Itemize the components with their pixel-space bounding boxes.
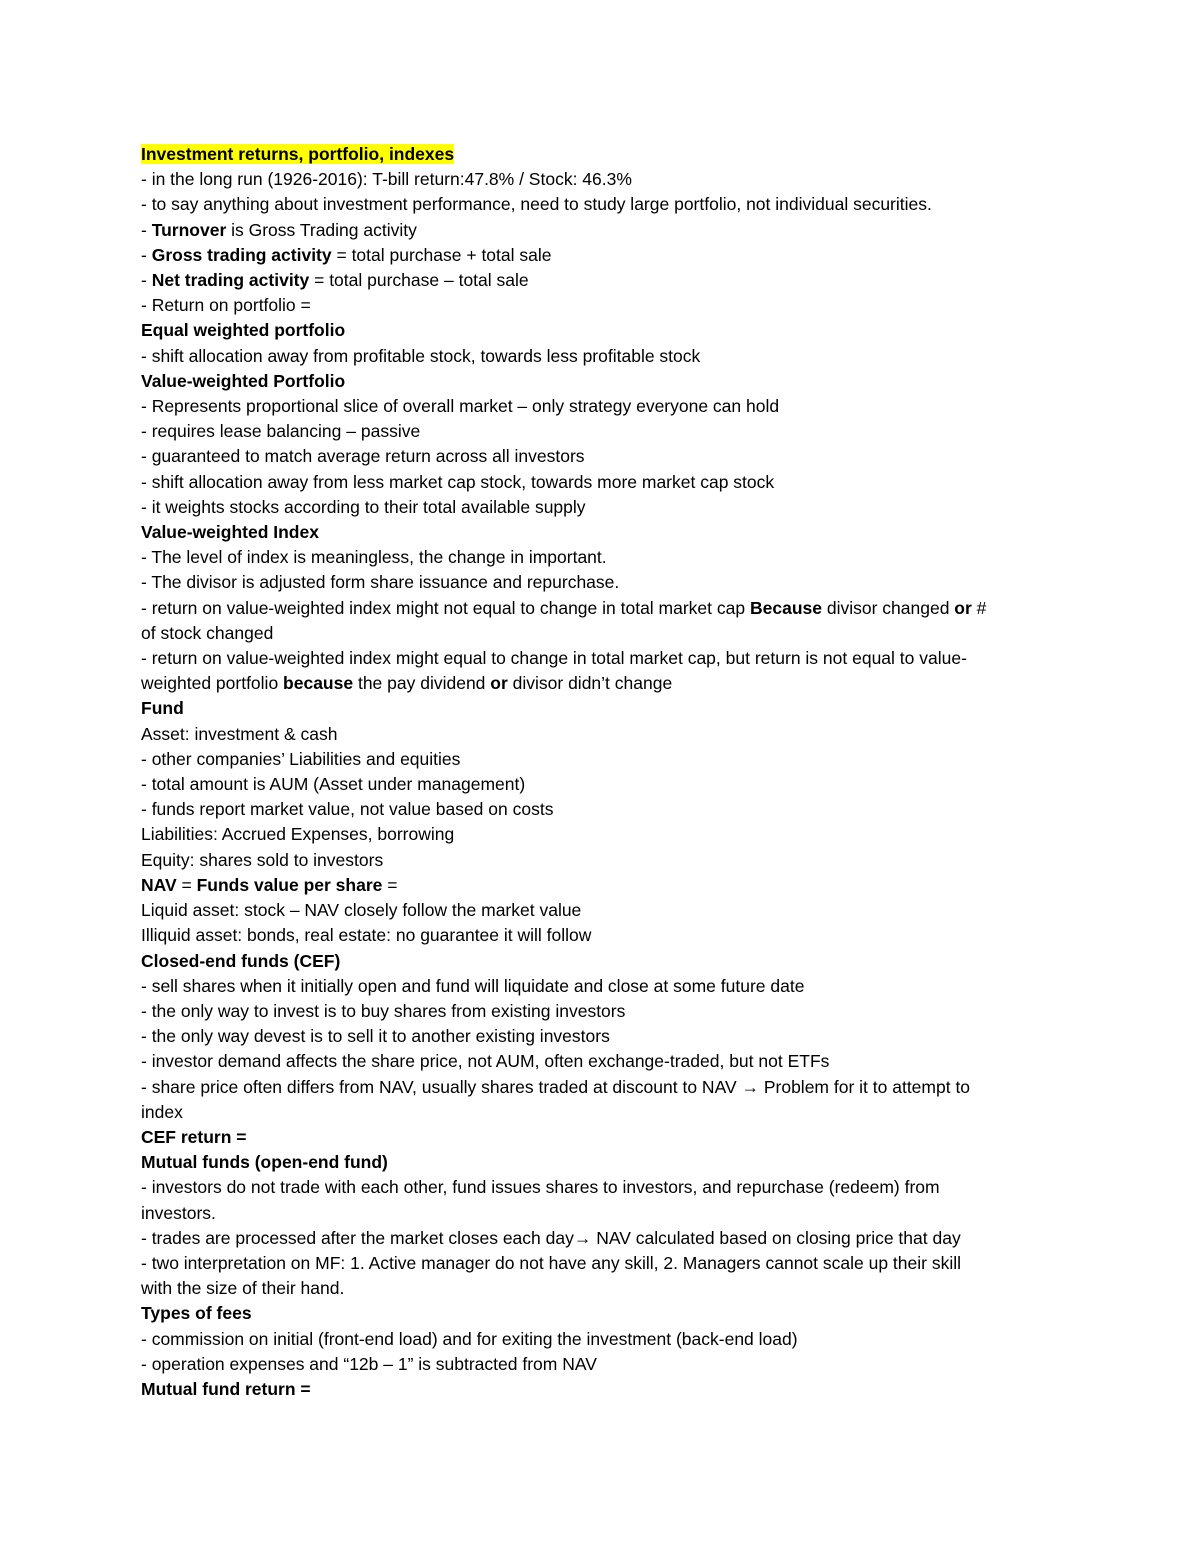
text-line	[141, 1377, 1061, 1402]
text-segment: - other companies’ Liabilities and equities	[141, 748, 461, 769]
text-segment: Illiquid asset: bonds, real estate: no guarantee it will follow	[141, 925, 592, 946]
text-segment: weighted portfolio	[141, 673, 284, 694]
text-segment: with the size of their hand.	[141, 1278, 345, 1299]
text-segment: - Return on portfolio =	[141, 295, 311, 316]
text-segment: - The divisor is adjusted form share issuance and repurchase.	[141, 572, 620, 593]
bold-text: Fund	[141, 698, 184, 719]
text-line	[141, 999, 1061, 1024]
text-segment: - two interpretation on MF: 1. Active manager do not have any skill, 2. Managers cannot scale up their skill	[141, 1252, 961, 1273]
text-line	[141, 1024, 1061, 1049]
text-line	[141, 419, 1061, 444]
text-line	[141, 923, 1061, 948]
text-segment: - The level of index is meaningless, the change in important.	[141, 547, 607, 568]
text-segment: - commission on initial (front-end load) and for exiting the investment (back-end load)	[141, 1328, 798, 1349]
text-line	[141, 394, 1061, 419]
text-segment: #	[971, 597, 987, 618]
text-line	[141, 167, 1061, 192]
text-line	[141, 570, 1061, 595]
text-line	[141, 1100, 1061, 1125]
bold-text: Mutual fund return =	[141, 1378, 311, 1399]
text-segment: -	[141, 244, 152, 265]
text-segment: the pay dividend	[353, 673, 491, 694]
text-segment: = total purchase – total sale	[309, 270, 529, 291]
text-segment: investors.	[141, 1202, 216, 1223]
bold-text: CEF return =	[141, 1126, 247, 1147]
text-line	[141, 243, 1061, 268]
text-line	[141, 596, 1061, 621]
text-line	[141, 470, 1061, 495]
bold-text: Gross trading activity	[151, 244, 332, 265]
text-line	[141, 1251, 1061, 1276]
bold-text: Value-weighted Index	[141, 522, 319, 543]
text-line	[141, 192, 1061, 217]
text-segment: - sell shares when it initially open and fund will liquidate and close at some future date	[141, 975, 805, 996]
text-line	[141, 1049, 1061, 1074]
text-segment: divisor didn’t change	[507, 673, 673, 694]
text-line	[141, 1226, 1061, 1251]
text-segment: Asset: investment & cash	[141, 723, 338, 744]
text-line	[141, 898, 1061, 923]
text-segment: - return on value-weighted index might equal to change in total market cap, but return is not equal to value-	[141, 648, 967, 669]
text-segment: - to say anything about investment performance, need to study large portfolio, not individual securities.	[141, 194, 932, 215]
text-line	[141, 1150, 1061, 1175]
text-segment: - total amount is AUM (Asset under management)	[141, 774, 526, 795]
bold-text: Funds value per share	[196, 874, 383, 895]
text-line	[141, 369, 1061, 394]
text-line	[141, 293, 1061, 318]
text-line	[141, 1175, 1061, 1200]
text-line	[141, 822, 1061, 847]
text-segment: - return on value-weighted index might not equal to change in total market cap	[141, 597, 750, 618]
text-segment: - operation expenses and “12b – 1” is subtracted from NAV	[141, 1353, 597, 1374]
text-segment: - trades are processed after the market closes each day	[141, 1227, 574, 1248]
text-line	[141, 142, 1061, 167]
text-segment: - the only way to invest is to buy shares from existing investors	[141, 1000, 626, 1021]
text-line	[141, 1352, 1061, 1377]
text-segment: - in the long run (1926-2016): T-bill return:47.8% / Stock: 46.3%	[141, 169, 632, 190]
text-line	[141, 218, 1061, 243]
text-line	[141, 747, 1061, 772]
text-segment: Equity: shares sold to investors	[141, 849, 384, 870]
text-segment: - the only way devest is to sell it to another existing investors	[141, 1026, 610, 1047]
bold-text: Mutual funds (open-end fund)	[141, 1152, 388, 1173]
text-line	[141, 772, 1061, 797]
text-line	[141, 1276, 1061, 1301]
bold-text: Because	[749, 597, 822, 618]
highlighted-heading: Investment returns, portfolio, indexes	[141, 144, 455, 164]
bold-text: NAV	[141, 874, 177, 895]
bold-text: Equal weighted portfolio	[141, 320, 346, 341]
text-segment: =	[382, 874, 398, 895]
text-segment: - share price often differs from NAV, usually shares traded at discount to NAV	[141, 1076, 742, 1097]
text-segment: - shift allocation away from less market cap stock, towards more market cap stock	[141, 471, 775, 492]
bold-text: Net trading activity	[151, 270, 310, 291]
text-line	[141, 671, 1061, 696]
text-segment: - investor demand affects the share price, not AUM, often exchange-traded, but not ETFs	[141, 1051, 830, 1072]
text-line	[141, 646, 1061, 671]
text-line	[141, 974, 1061, 999]
text-line	[141, 520, 1061, 545]
bold-text: →	[741, 1076, 759, 1097]
text-line	[141, 444, 1061, 469]
text-line	[141, 1125, 1061, 1150]
text-line	[141, 1075, 1061, 1100]
bold-text: Closed-end funds (CEF)	[141, 950, 341, 971]
bold-text: Value-weighted Portfolio	[141, 370, 346, 391]
text-segment: index	[141, 1101, 183, 1122]
text-segment: - Represents proportional slice of overall market – only strategy everyone can hold	[141, 396, 780, 417]
text-line	[141, 545, 1061, 570]
text-segment: of stock changed	[141, 622, 274, 643]
bold-text: →	[573, 1227, 592, 1248]
bold-text: Turnover	[151, 219, 227, 240]
bold-text: or	[954, 597, 972, 618]
text-line	[141, 495, 1061, 520]
text-segment: = total purchase + total sale	[331, 244, 552, 265]
text-segment: -	[141, 270, 152, 291]
text-line	[141, 318, 1061, 343]
text-line	[141, 722, 1061, 747]
text-line	[141, 1327, 1061, 1352]
text-segment: - funds report market value, not value based on costs	[141, 799, 554, 820]
text-line	[141, 344, 1061, 369]
text-line	[141, 1301, 1061, 1326]
text-line	[141, 797, 1061, 822]
text-line	[141, 1201, 1061, 1226]
bold-text: because	[283, 673, 354, 694]
text-line	[141, 621, 1061, 646]
document-body	[141, 142, 1061, 1402]
text-line	[141, 848, 1061, 873]
text-line	[141, 696, 1061, 721]
text-segment: NAV calculated based on closing price that day	[591, 1227, 961, 1248]
text-segment: - it weights stocks according to their total available supply	[141, 496, 586, 517]
text-segment: Liquid asset: stock – NAV closely follow the market value	[141, 900, 582, 921]
text-segment: Problem for it to attempt to	[758, 1076, 971, 1097]
text-segment: - investors do not trade with each other, fund issues shares to investors, and repurchase (redeem) from	[141, 1177, 940, 1198]
text-line	[141, 949, 1061, 974]
text-segment: Liabilities: Accrued Expenses, borrowing	[141, 824, 455, 845]
text-segment: - shift allocation away from profitable stock, towards less profitable stock	[141, 345, 701, 366]
text-segment: is Gross Trading activity	[226, 219, 417, 240]
bold-text: or	[490, 673, 508, 694]
text-segment: =	[176, 874, 197, 895]
text-line	[141, 268, 1061, 293]
text-segment: - requires lease balancing – passive	[141, 421, 421, 442]
bold-text: Types of fees	[141, 1303, 252, 1324]
text-segment: - guaranteed to match average return across all investors	[141, 446, 585, 467]
text-segment: -	[141, 219, 152, 240]
text-segment: divisor changed	[821, 597, 955, 618]
text-line	[141, 873, 1061, 898]
